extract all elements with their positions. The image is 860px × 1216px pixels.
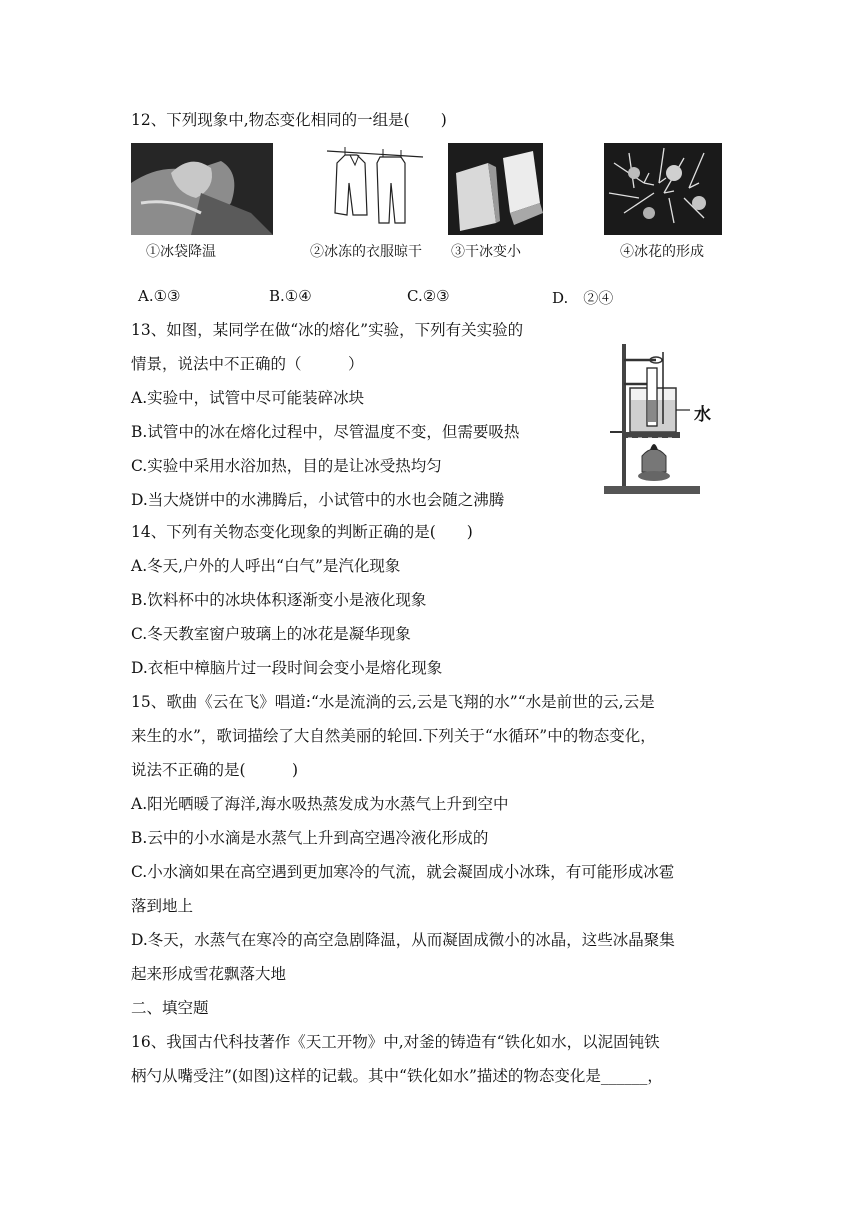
q12-caption-3: ③干冰变小 (451, 244, 521, 260)
q14-option-c: C.冬天教室窗户玻璃上的冰花是凝华现象 (131, 625, 411, 643)
q12-caption-1: ①冰袋降温 (146, 244, 216, 260)
q13-option-d: D.当大烧饼中的水沸腾后，小试管中的水也会随之沸腾 (131, 491, 505, 509)
q13-stem-line-1: 13、如图，某同学在做“冰的熔化”实验，下列有关实验的 (131, 321, 524, 339)
q16-line-2: 柄勺从嘴受注”(如图)这样的记载。其中“铁化如水”描述的物态变化是______， (131, 1067, 663, 1085)
q12-stem: 12、下列现象中,物态变化相同的一组是( ) (131, 111, 447, 129)
q15-option-c: C.小水滴如果在高空遇到更加寒冷的气流，就会凝固成小冰珠，有可能形成冰雹 (131, 863, 675, 881)
section-title-fill-in: 二、填空题 (131, 999, 209, 1017)
q16-line-1: 16、我国古代科技著作《天工开物》中,对釜的铸造有“铁化如水，以泥固钝铁 (131, 1033, 660, 1051)
q13-option-b: B.试管中的冰在熔化过程中，尽管温度不变，但需要吸热 (131, 423, 520, 441)
q14-option-d: D.衣柜中樟脑片过一段时间会变小是熔化现象 (131, 659, 443, 677)
q12-option-c: C.②③ (407, 287, 450, 305)
q15-option-c-cont: 落到地上 (131, 897, 194, 915)
q12-option-b: B.①④ (269, 287, 312, 305)
dry-ice-photo (448, 143, 543, 235)
water-label: 水 (694, 405, 711, 425)
q13-option-a: A.实验中，试管中尽可能装碎冰块 (131, 389, 365, 407)
melting-apparatus-figure (598, 338, 724, 498)
frozen-clothes-drawing (325, 143, 425, 235)
q13-option-c: C.实验中采用水浴加热，目的是让冰受热均匀 (131, 457, 442, 475)
q12-caption-2: ②冰冻的衣服晾干 (310, 244, 422, 260)
q14-option-a: A.冬天,户外的人呼出“白气”是汽化现象 (131, 557, 401, 575)
q15-option-d: D.冬天，水蒸气在寒冷的高空急剧降温，从而凝固成微小的冰晶，这些冰晶聚集 (131, 931, 675, 949)
q15-option-d-cont: 起来形成雪花飘落大地 (131, 965, 287, 983)
ice-bag-photo (131, 143, 273, 235)
q14-option-b: B.饮料杯中的冰块体积逐渐变小是液化现象 (131, 591, 427, 609)
q15-stem-line-1: 15、歌曲《云在飞》唱道:“水是流淌的云,云是飞翔的水”“水是前世的云,云是 (131, 693, 655, 711)
q12-option-a: A.①③ (138, 287, 181, 305)
q15-option-b: B.云中的小水滴是水蒸气上升到高空遇冷液化形成的 (131, 829, 489, 847)
q15-stem-line-2: 来生的水”，歌词描绘了大自然美丽的轮回.下列关于“水循环”中的物态变化， (131, 727, 656, 745)
q15-option-a: A.阳光晒暖了海洋,海水吸热蒸发成为水蒸气上升到空中 (131, 795, 509, 813)
ice-flower-photo (604, 143, 722, 235)
q15-stem-line-3: 说法不正确的是( ) (131, 761, 299, 779)
q14-stem: 14、下列有关物态变化现象的判断正确的是( ) (131, 523, 473, 541)
q13-stem-line-2: 情景，说法中不正确的（ ） (131, 355, 364, 373)
q12-option-d: D. ②④ (552, 289, 614, 307)
q12-caption-4: ④冰花的形成 (620, 244, 704, 260)
